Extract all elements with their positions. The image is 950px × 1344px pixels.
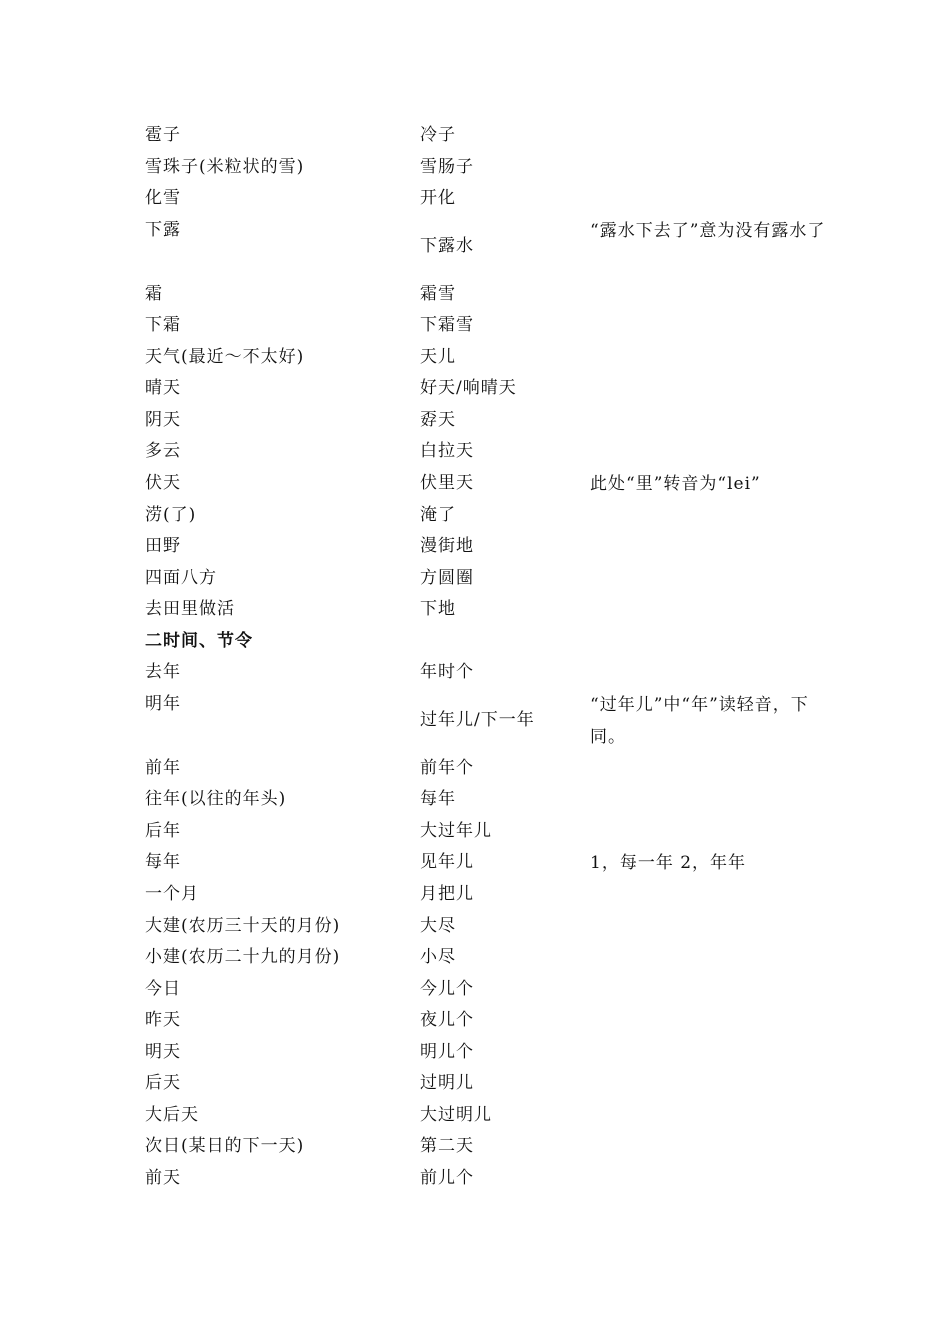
standard-term: 去田里做活: [145, 599, 235, 619]
note: “露水下去了”意为没有露水了: [590, 220, 826, 241]
standard-term: 阴天: [145, 409, 181, 430]
standard-term: 大建(农历三十天的月份): [145, 915, 341, 936]
table-row: [145, 1068, 835, 1100]
table-row: [145, 594, 835, 626]
table-row: [145, 152, 835, 184]
table-row: [145, 405, 835, 437]
dialect-term: 白拉天: [420, 441, 474, 461]
dialect-vocabulary-table: [145, 120, 835, 1194]
table-row: [145, 1163, 835, 1195]
table-row: [145, 215, 835, 279]
table-row: [145, 784, 835, 816]
dialect-term: 下地: [420, 599, 456, 619]
dialect-term: 第二天: [420, 1136, 474, 1156]
dialect-term: 大尽: [420, 915, 456, 936]
dialect-term: 明儿个: [420, 1041, 474, 1062]
standard-term: 前年: [145, 757, 181, 778]
table-row: [145, 183, 835, 215]
dialect-term: 漫街地: [420, 536, 474, 556]
dialect-term: 霜雪: [420, 283, 456, 304]
standard-term: 去年: [145, 662, 181, 682]
standard-term: 明年: [145, 693, 181, 714]
dialect-term: 下露水: [420, 235, 474, 256]
table-row: [145, 468, 835, 500]
standard-term: 一个月: [145, 884, 199, 904]
table-row: [145, 816, 835, 848]
dialect-term: 过明儿: [420, 1073, 474, 1093]
standard-term: 前天: [145, 1167, 181, 1188]
standard-term: 晴天: [145, 378, 181, 398]
standard-term: 大后天: [145, 1104, 199, 1125]
table-row: [145, 942, 835, 974]
dialect-term: 孬天: [420, 409, 456, 430]
standard-term: 霜: [145, 283, 163, 304]
standard-term: 昨天: [145, 1010, 181, 1030]
table-row: [145, 911, 835, 943]
table-row: [145, 1100, 835, 1132]
standard-term: 多云: [145, 441, 181, 461]
standard-term: 往年(以往的年头): [145, 789, 287, 809]
table-row: [145, 1005, 835, 1037]
standard-term: 下霜: [145, 315, 181, 335]
table-row: [145, 342, 835, 374]
table-row: [145, 310, 835, 342]
dialect-term: 大过明儿: [420, 1104, 492, 1125]
standard-term: 雪珠子(米粒状的雪): [145, 156, 305, 177]
dialect-term: 伏里天: [420, 472, 474, 493]
dialect-term: 今儿个: [420, 978, 474, 999]
note: “过年儿”中“年”读轻音，下同。: [590, 694, 809, 747]
standard-term: 今日: [145, 978, 181, 999]
standard-term: 小建(农历二十九的月份): [145, 947, 341, 967]
table-row: [145, 120, 835, 152]
standard-term: 后天: [145, 1073, 181, 1093]
standard-term: 明天: [145, 1041, 181, 1062]
standard-term: 下露: [145, 219, 181, 240]
table-row: [145, 563, 835, 595]
standard-term: 化雪: [145, 188, 181, 208]
table-row: [145, 531, 835, 563]
dialect-term: 雪肠子: [420, 156, 474, 177]
standard-term: 次日(某日的下一天): [145, 1136, 305, 1156]
table-row: [145, 436, 835, 468]
table-row: [145, 753, 835, 785]
note: 此处“里”转音为“lei”: [590, 473, 761, 494]
dialect-term: 冷子: [420, 125, 456, 145]
table-row: [145, 1131, 835, 1163]
dialect-term: 大过年儿: [420, 820, 492, 841]
dialect-term: 前儿个: [420, 1167, 474, 1188]
standard-term: 田野: [145, 536, 181, 556]
dialect-term: 每年: [420, 789, 456, 809]
table-row: [145, 657, 835, 689]
table-row: [145, 689, 835, 753]
table-row: [145, 847, 835, 879]
dialect-term: 天儿: [420, 346, 456, 367]
standard-term: 涝(了): [145, 504, 197, 525]
dialect-term: 淹了: [420, 504, 456, 525]
dialect-term: 夜儿个: [420, 1010, 474, 1030]
standard-term: 后年: [145, 820, 181, 841]
note: 1，每一年 2，年年: [590, 853, 747, 873]
standard-term: 伏天: [145, 472, 181, 493]
dialect-term: 方圆圈: [420, 567, 474, 588]
table-row: [145, 974, 835, 1006]
table-row: [145, 879, 835, 911]
section-heading: 二时间、节令: [145, 630, 253, 651]
dialect-term: 小尽: [420, 947, 456, 967]
table-row: [145, 500, 835, 532]
standard-term: 天气(最近～不太好): [145, 346, 305, 367]
dialect-term: 下霜雪: [420, 315, 474, 335]
dialect-term: 见年儿: [420, 852, 474, 872]
standard-term: 四面八方: [145, 567, 217, 588]
dialect-term: 开化: [420, 188, 456, 208]
standard-term: 每年: [145, 852, 181, 872]
standard-term: 雹子: [145, 125, 181, 145]
table-row: [145, 279, 835, 311]
dialect-term: 年时个: [420, 662, 474, 682]
table-row: [145, 1037, 835, 1069]
table-row: [145, 373, 835, 405]
dialect-term: 月把儿: [420, 884, 474, 904]
dialect-term: 过年儿/下一年: [420, 709, 535, 730]
dialect-term: 好天/响晴天: [420, 378, 517, 398]
dialect-term: 前年个: [420, 757, 474, 778]
